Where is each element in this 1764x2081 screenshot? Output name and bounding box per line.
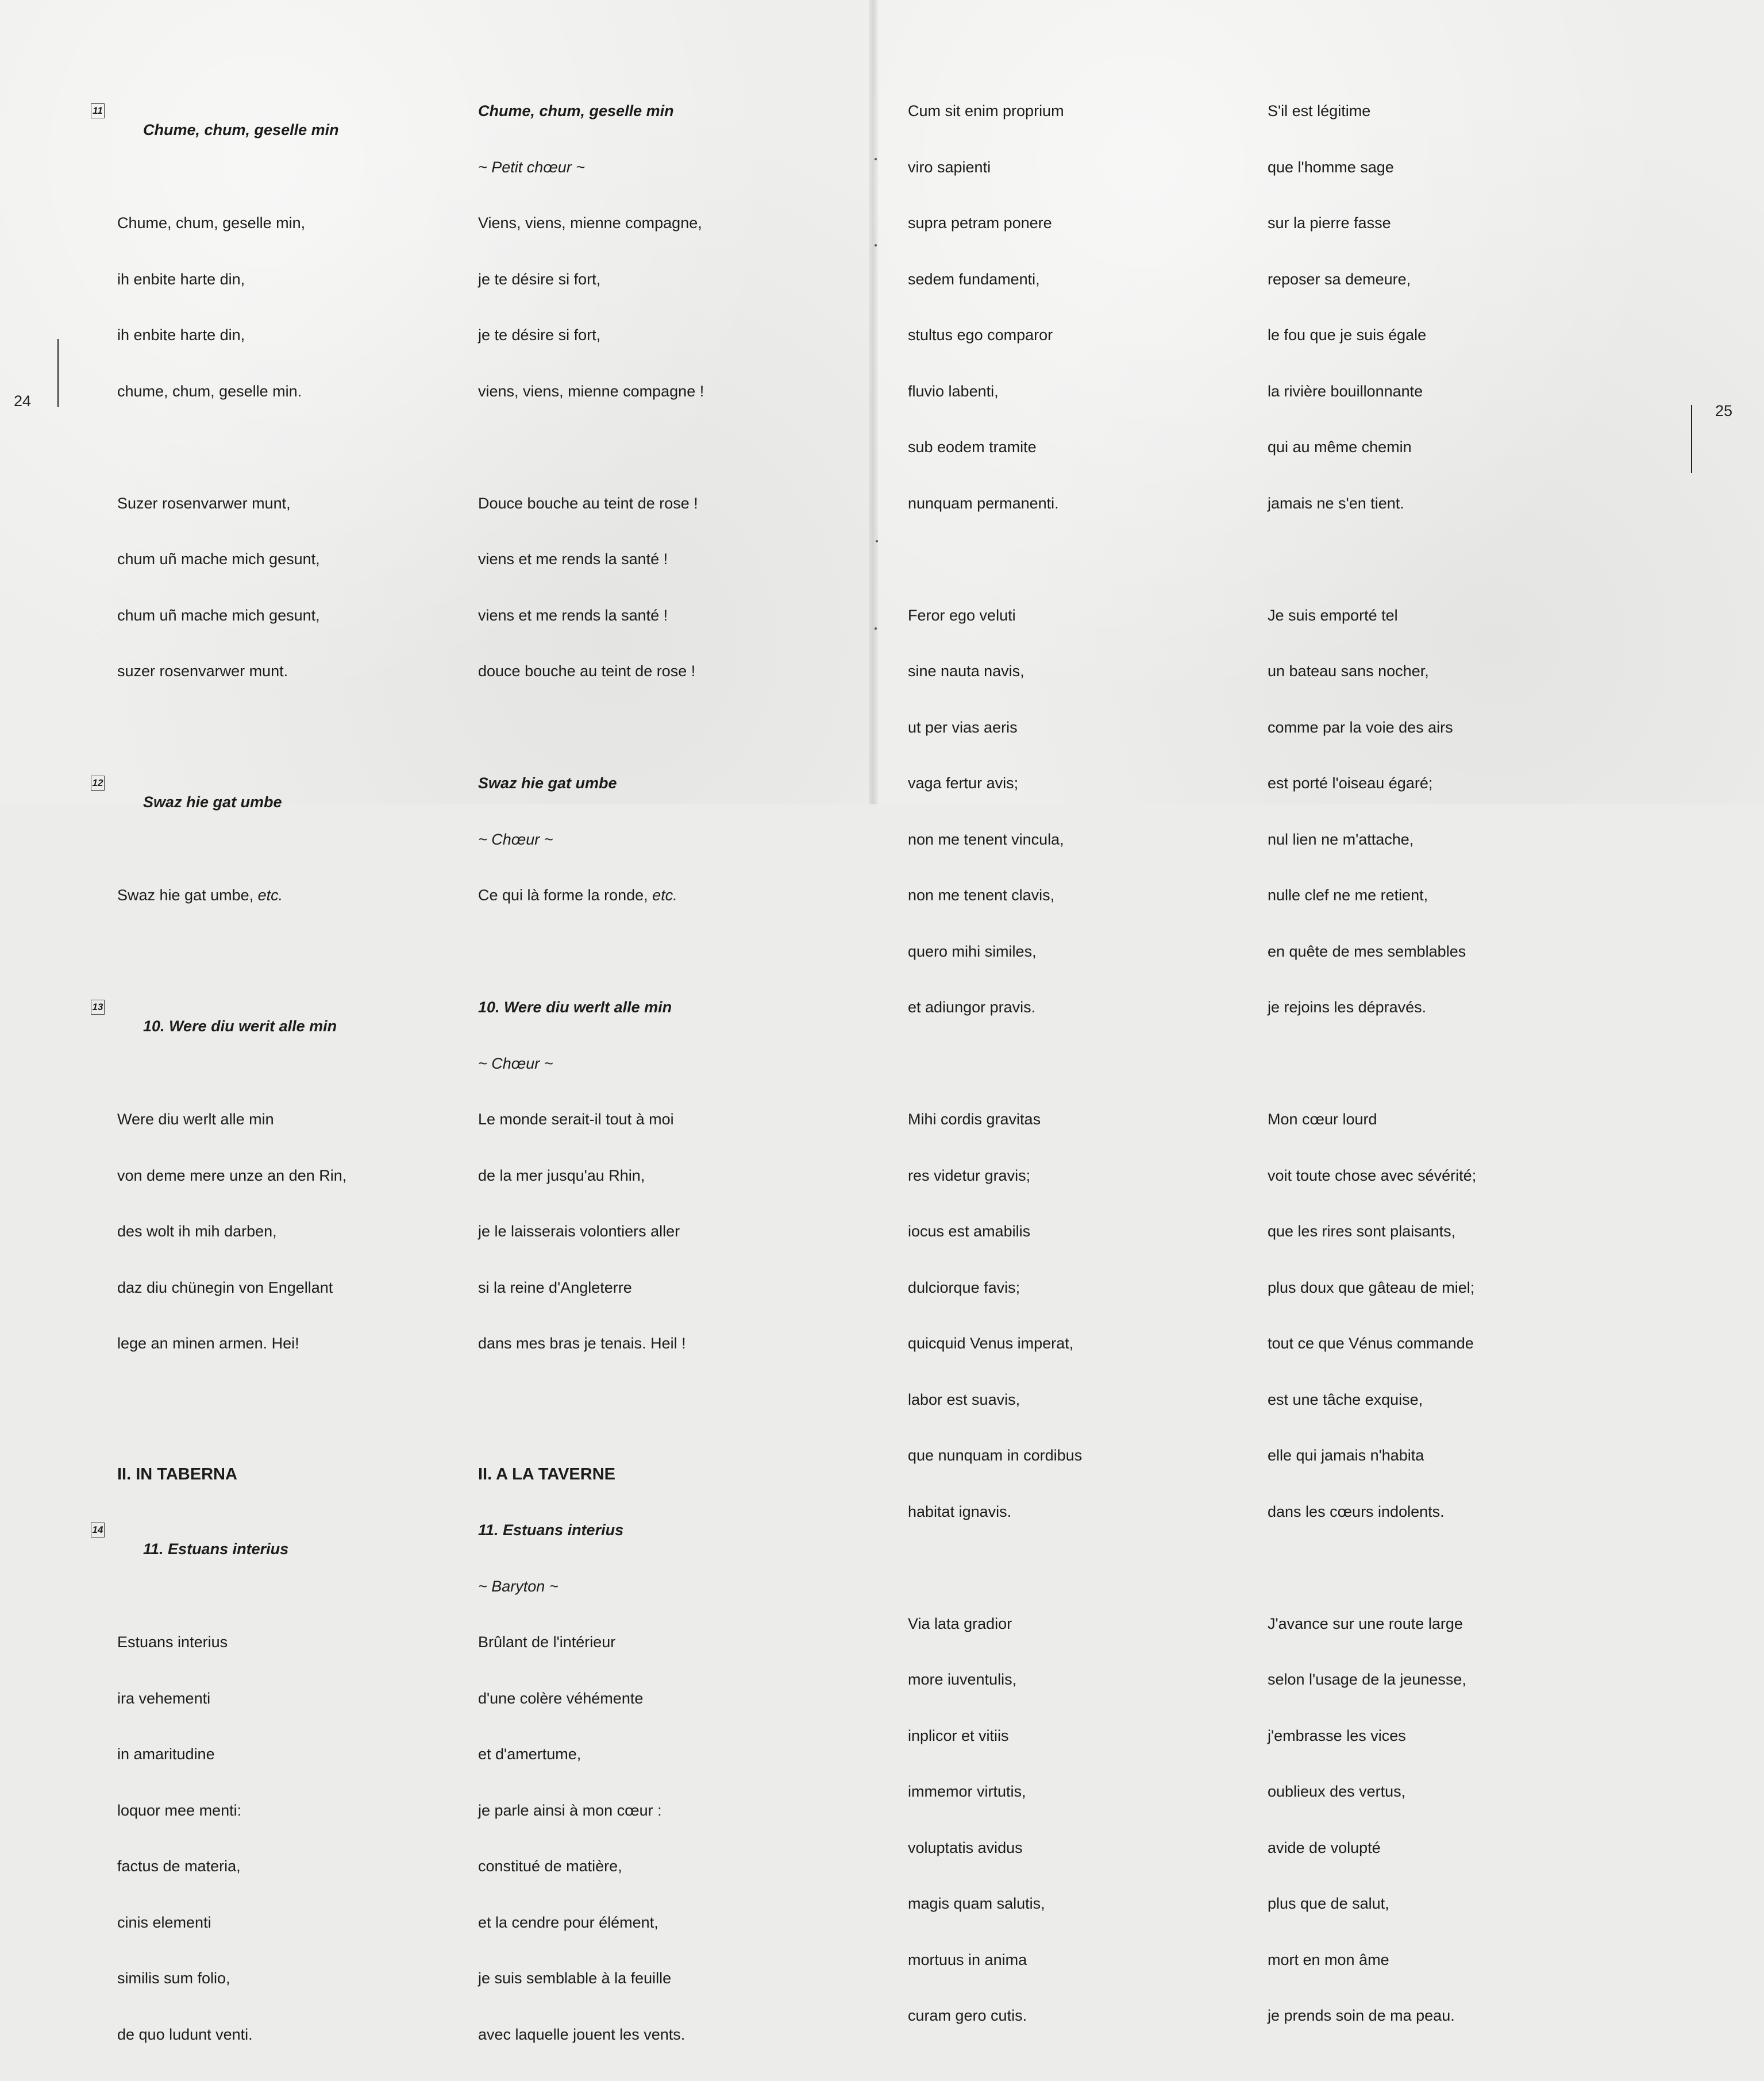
page-gutter [869, 0, 878, 804]
track-number: 14 [91, 1523, 105, 1537]
verse-line: mort en mon âme [1268, 1951, 1389, 1968]
verse-line: mortuus in anima [908, 1951, 1027, 1968]
verse-line: sedem fundamenti, [908, 270, 1040, 288]
song-title: Chume, chum, geselle min [478, 102, 674, 120]
verse-line: nulle clef ne me retient, [1268, 887, 1428, 904]
song-title: Swaz hie gat umbe [478, 774, 617, 792]
verse-line: ira vehementi [117, 1689, 211, 1707]
verse-line: quicquid Venus imperat, [908, 1335, 1074, 1352]
verse-line: sub eodem tramite [908, 438, 1037, 456]
verse-line: vaga fertur avis; [908, 774, 1019, 792]
verse-line: plus doux que gâteau de miel; [1268, 1278, 1475, 1296]
verse-line: que l'homme sage [1268, 158, 1394, 176]
verse-line: la rivière bouillonnante [1268, 382, 1423, 400]
verse-line: dans les cœurs indolents. [1268, 1502, 1445, 1520]
verse-line: je le laisserais volontiers aller [478, 1223, 680, 1240]
verse-line: Suzer rosenvarwer munt, [117, 494, 291, 512]
verse-line: daz diu chünegin von Engellant [117, 1278, 333, 1296]
verse-line: factus de materia, [117, 1858, 241, 1875]
song-title: 10. Were diu werlt alle min [478, 999, 672, 1016]
verse-line: je parle ainsi à mon cœur : [478, 1801, 662, 1819]
verse-line: suzer rosenvarwer munt. [117, 662, 288, 680]
verse-line: elle qui jamais n'habita [1268, 1447, 1424, 1464]
verse-line: Chume, chum, geselle min, [117, 214, 306, 232]
verse-line: de quo ludunt venti. [117, 2025, 253, 2043]
verse-line: cinis elementi [117, 1913, 211, 1931]
verse-line: von deme mere unze an den Rin, [117, 1166, 347, 1184]
verse-line: labor est suavis, [908, 1390, 1020, 1408]
verse-line: stultus ego comparor [908, 326, 1053, 344]
verse-line: Estuans interius [117, 1633, 228, 1651]
verse-line: tout ce que Vénus commande [1268, 1335, 1474, 1352]
binding-dot [876, 540, 878, 542]
verse-line: habitat ignavis. [908, 1502, 1012, 1520]
verse-line: et d'amertume, [478, 1745, 581, 1763]
verse-line: et la cendre pour élément, [478, 1913, 658, 1931]
verse-line: que nunquam in cordibus [908, 1447, 1083, 1464]
track-number: 13 [91, 1000, 105, 1015]
track-number: 11 [91, 103, 105, 118]
original-text-column [92, 64, 347, 2081]
song-title: 11. Estuans interius [478, 1521, 624, 1539]
verse-line: comme par la voie des airs [1268, 718, 1453, 736]
translation-column [1268, 64, 1476, 2063]
verse-line: chume, chum, geselle min. [117, 382, 302, 400]
translation-column [478, 64, 704, 2081]
song-title: 11 Chume, chum, geselle min [117, 102, 346, 121]
verse-line: Douce bouche au teint de rose ! [478, 494, 698, 512]
page-marker-line-right [1691, 405, 1692, 473]
verse-line: avide de volupté [1268, 1839, 1381, 1856]
verse-line: viens et me rends la santé ! [478, 550, 668, 568]
verse-line: similis sum folio, [117, 1970, 230, 1987]
verse-line: douce bouche au teint de rose ! [478, 662, 696, 680]
section-heading: II. A LA TAVERNE [478, 1465, 615, 1483]
verse-line: d'une colère véhémente [478, 1689, 644, 1707]
verse-line: nunquam permanenti. [908, 494, 1059, 512]
verse-line: est une tâche exquise, [1268, 1390, 1423, 1408]
verse-line: S'il est légitime [1268, 102, 1371, 120]
verse-line: magis quam salutis, [908, 1895, 1045, 1912]
verse-line: curam gero cutis. [908, 2007, 1027, 2024]
verse-line: Cum sit enim proprium [908, 102, 1064, 120]
binding-dot [875, 627, 877, 630]
verse-line: dulciorque favis; [908, 1278, 1020, 1296]
verse-line: sine nauta navis, [908, 662, 1024, 680]
verse-line: Feror ego veluti [908, 606, 1016, 624]
verse-line: je te désire si fort, [478, 326, 601, 344]
verse-line: ih enbite harte din, [117, 326, 245, 344]
verse-line: fluvio labenti, [908, 382, 999, 400]
verse-line: Were diu werlt alle min [117, 1111, 274, 1128]
verse-line: de la mer jusqu'au Rhin, [478, 1166, 645, 1184]
verse-line: sur la pierre fasse [1268, 214, 1391, 232]
original-text-column [908, 64, 1082, 2063]
verse-line: des wolt ih mih darben, [117, 1223, 277, 1240]
verse-line: est porté l'oiseau égaré; [1268, 774, 1433, 792]
verse-line: loquor mee menti: [117, 1801, 242, 1819]
section-heading: II. IN TABERNA [117, 1465, 237, 1483]
page-number-right: 25 [1715, 402, 1733, 419]
verse-line: je te désire si fort, [478, 270, 601, 288]
verse-line: Mon cœur lourd [1268, 1111, 1377, 1128]
song-title: 13 10. Were diu werit alle min [117, 998, 346, 1017]
verse-line: non me tenent vincula, [908, 830, 1064, 848]
verse-line: Via lata gradior [908, 1614, 1012, 1632]
verse-line: immemor virtutis, [908, 1783, 1026, 1800]
verse-line: Je suis emporté tel [1268, 606, 1398, 624]
verse-line: voluptatis avidus [908, 1839, 1023, 1856]
voice-indication: ~ Petit chœur ~ [478, 158, 586, 176]
verse-line: selon l'usage de la jeunesse, [1268, 1671, 1466, 1688]
verse-line: avec laquelle jouent les vents. [478, 2025, 685, 2043]
verse-line: viens et me rends la santé ! [478, 606, 668, 624]
verse-line: que les rires sont plaisants, [1268, 1223, 1456, 1240]
verse-line: iocus est amabilis [908, 1223, 1031, 1240]
verse-line: en quête de mes semblables [1268, 942, 1466, 960]
verse-line: non me tenent clavis, [908, 887, 1055, 904]
verse-line: je prends soin de ma peau. [1268, 2007, 1455, 2024]
page-number-left: 24 [14, 392, 32, 410]
song-title: 14 11. Estuans interius [117, 1521, 346, 1540]
voice-indication: ~ Chœur ~ [478, 1054, 553, 1072]
verse-line: Le monde serait-il tout à moi [478, 1111, 674, 1128]
verse-line: dans mes bras je tenais. Heil ! [478, 1335, 686, 1352]
verse-line: supra petram ponere [908, 214, 1052, 232]
verse-line: ut per vias aeris [908, 718, 1018, 736]
verse-line: J'avance sur une route large [1268, 1614, 1463, 1632]
track-number: 12 [91, 776, 105, 791]
verse-line: j'embrasse les vices [1268, 1727, 1406, 1744]
verse-line: ih enbite harte din, [117, 270, 245, 288]
verse-line: le fou que je suis égale [1268, 326, 1427, 344]
verse-line: chum uñ mache mich gesunt, [117, 550, 320, 568]
verse-line: res videtur gravis; [908, 1166, 1031, 1184]
verse-line: more iuventulis, [908, 1671, 1017, 1688]
verse-line: je rejoins les dépravés. [1268, 999, 1427, 1016]
verse-line: si la reine d'Angleterre [478, 1278, 632, 1296]
verse-line: un bateau sans nocher, [1268, 662, 1429, 680]
verse-line: jamais ne s'en tient. [1268, 494, 1404, 512]
verse-line: lege an minen armen. Hei! [117, 1335, 299, 1352]
verse-line: reposer sa demeure, [1268, 270, 1411, 288]
verse-line: je suis semblable à la feuille [478, 1970, 672, 1987]
verse-line: Brûlant de l'intérieur [478, 1633, 616, 1651]
verse-line: voit toute chose avec sévérité; [1268, 1166, 1477, 1184]
page-marker-line-left [57, 339, 59, 407]
verse-line: inplicor et vitiis [908, 1727, 1009, 1744]
verse-line: viro sapienti [908, 158, 991, 176]
verse-line: et adiungor pravis. [908, 999, 1036, 1016]
verse-line: qui au même chemin [1268, 438, 1412, 456]
song-title: 12 Swaz hie gat umbe [117, 774, 346, 793]
binding-dot [875, 158, 877, 160]
binding-dot [875, 244, 877, 246]
verse-line: nul lien ne m'attache, [1268, 830, 1414, 848]
verse-line: plus que de salut, [1268, 1895, 1389, 1912]
voice-indication: ~ Baryton ~ [478, 1577, 559, 1595]
verse-line: constitué de matière, [478, 1858, 622, 1875]
verse-line: Mihi cordis gravitas [908, 1111, 1041, 1128]
verse-line: quero mihi similes, [908, 942, 1037, 960]
voice-indication: ~ Chœur ~ [478, 830, 553, 848]
verse-line: viens, viens, mienne compagne ! [478, 382, 704, 400]
verse-line: Swaz hie gat umbe, etc. [117, 887, 283, 904]
verse-line: chum uñ mache mich gesunt, [117, 606, 320, 624]
verse-line: in amaritudine [117, 1745, 215, 1763]
verse-line: Ce qui là forme la ronde, etc. [478, 887, 677, 904]
verse-line: oublieux des vertus, [1268, 1783, 1406, 1800]
verse-line: Viens, viens, mienne compagne, [478, 214, 702, 232]
